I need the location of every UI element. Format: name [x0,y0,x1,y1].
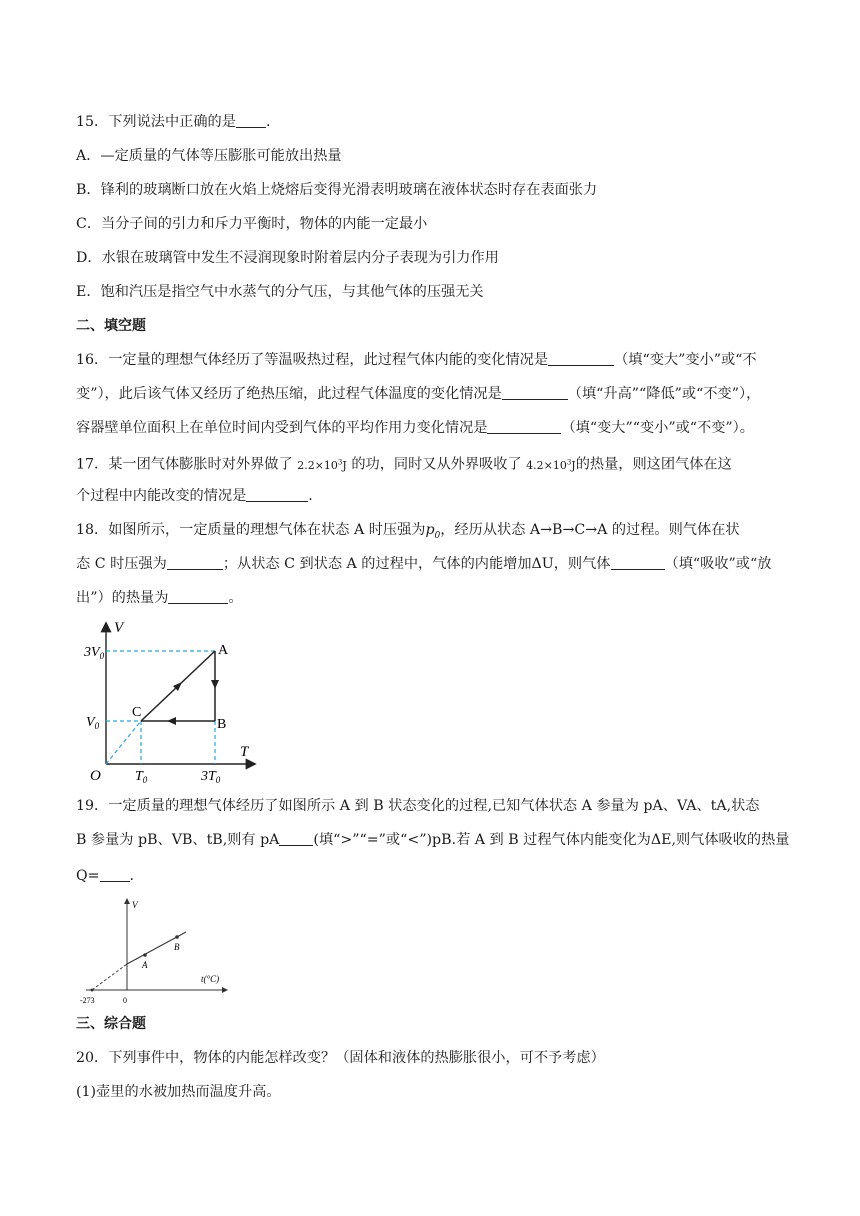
q19-blank-2[interactable] [100,867,130,882]
q18-blank-3[interactable] [168,589,228,604]
q19-line-1: 19．一定质量的理想气体经历了如图所示 A 到 B 状态变化的过程,已知气体状态 A 参量为 pA、VA、tA,状态 [76,798,760,814]
q19-l3-text: Q= [76,868,100,884]
q17-work-unit: J [342,458,347,472]
vt-point-a-label: A [218,643,229,658]
q19-line-2 [76,830,789,850]
q17-heat-unit: J [571,458,576,472]
vtc-point-neg273 [91,989,94,992]
section-heading-fill-blank: 二、填空题 [76,318,146,334]
section-heading-comprehensive: 三、综合题 [76,1016,146,1032]
q18-line-1 [76,520,740,546]
q16-blank-3[interactable] [487,419,561,434]
vt-origin-label: O [90,768,101,784]
q16-line-2 [76,384,760,404]
vtc-point-b-label: B [174,942,180,952]
vtc-point-b [175,935,179,939]
q17-l2-text: 个过程中内能改变的情况是 [76,488,247,504]
q16-l3-hint: （填“变大”“变小”或“不变”）。 [561,420,754,436]
q15-option-b: B．锋利的玻璃断口放在火焰上烧熔后变得光滑表明玻璃在液体状态时存在表面张力 [76,182,598,198]
vt-point-c-label: C [132,705,142,720]
q15-answer-blank[interactable] [236,113,266,128]
q18-l3-end: 。 [228,590,243,606]
vtc-graph [76,896,236,1008]
q16-blank-1[interactable] [548,351,614,366]
q20-stem: 20．下列事件中，物体的内能怎样改变？（固体和液体的热膨胀很小，可不予考虑） [76,1050,605,1066]
q18-l3-text: 出”）的热量为 [76,590,169,606]
q17-work-value [297,459,347,472]
vtc-point-a [143,953,147,957]
q17-l2-end: . [308,488,313,504]
q18-line-2 [76,554,771,574]
q16-l1-text: 16．一定量的理想气体经历了等温吸热过程，此过程气体内能的变化情况是 [76,352,549,368]
q16-blank-2[interactable] [502,385,568,400]
q17-l1-text: 17．某一团气体膨胀时对外界做了 [76,456,293,473]
q15-option-e: E．饱和汽压是指空气中水蒸气的分气压，与其他气体的压强无关 [76,284,484,300]
q17-l1-end: 的热量，则这团气体在这 [575,456,732,473]
q17-heat-exponent: 3 [566,458,572,466]
vt-x-axis-label: T [240,744,249,760]
q18-blank-2[interactable] [611,555,665,570]
q19-blank-1[interactable] [279,831,313,846]
q16-l2-hint: （填“升高”“降低”或“不变”）， [567,386,761,402]
q18-l2-text: 态 C 时压强为 [76,556,167,572]
q18-l2-hint: （填“吸收”或“放 [664,556,772,572]
q18-blank-1[interactable] [167,555,223,570]
vt-graph [84,616,264,784]
q17-blank[interactable] [246,487,308,502]
q17-line-2 [76,486,313,506]
q17-heat-value [526,459,576,472]
vt-arrow-ab [211,680,219,689]
q19-line-3 [76,866,134,886]
q18-line-3 [76,588,243,608]
q15-stem [76,112,270,132]
q18-p0-symbol: p [425,522,435,538]
vtc-neg273-label: -273 [80,996,95,1005]
vt-y-axis-label: V [114,620,124,636]
vtc-y-axis-label: V [132,900,138,910]
vt-guide-origin-c [106,721,141,764]
q17-heat-mantissa: 4.2×10 [526,458,567,472]
q17-l1-mid: 的功，同时又从外界吸收了 [351,456,522,473]
q18-l1-text: 18．如图所示，一定质量的理想气体在状态 A 时压强为 [76,522,426,538]
vt-t0-label: $T_0$ [135,769,148,784]
q16-l1-hint: （填“变大”变小”或“不 [614,352,757,368]
q17-line-1 [76,452,732,476]
vtc-x-axis-label: t(°C) [201,974,220,984]
vtc-extrapolation [92,964,127,990]
vt-point-b-label: B [217,717,227,732]
q16-line-1 [76,350,757,370]
q15-stem-end: . [265,114,271,130]
q15-stem-text: 15．下列说法中正确的是 [76,114,236,130]
vt-arrow-bc [167,717,176,725]
vtc-zero-label: 0 [123,996,127,1005]
q16-line-3 [76,418,754,438]
q18-l1-end: ，经历从状态 A→B→C→A 的过程。则气体在状 [440,522,740,538]
q15-option-d: D．水银在玻璃管中发生不浸润现象时附着层内分子表现为引力作用 [76,250,499,266]
q20-sub-1: (1)壶里的水被加热而温度升高。 [76,1084,281,1100]
q17-work-mantissa: 2.2×10 [297,458,338,472]
q16-l3-text: 容器壁单位面积上在单位时间内受到气体的平均作用力变化情况是 [76,420,488,436]
q17-work-exponent: 3 [337,458,343,466]
vt-v0-label: $V_0$ [86,715,100,731]
q19-l3-end: . [129,868,135,884]
vt-3t0-label: $3T_0$ [201,769,221,784]
q15-option-c: C．当分子间的引力和斥力平衡时，物体的内能一定最小 [76,216,428,232]
q18-p0-subscript: 0 [434,530,441,541]
q19-l2-text: B 参量为 pB、VB、tB,则有 pA [76,832,280,848]
q18-l2-mid: ；从状态 C 到状态 A 的过程中，气体的内能增加ΔU，则气体 [222,556,611,572]
q19-l2-end: (填“>”“=”或“<”)pB.若 A 到 B 过程气体内能变化为ΔE,则气体吸收的热量 [313,832,790,848]
vt-3v0-label: $3V_0$ [84,645,105,661]
q15-option-a: A．—定质量的气体等压膨胀可能放出热量 [76,148,342,164]
vtc-point-a-label: A [142,960,148,970]
q16-l2-text: 变”），此后该气体又经历了绝热压缩，此过程气体温度的变化情况是 [76,386,502,402]
